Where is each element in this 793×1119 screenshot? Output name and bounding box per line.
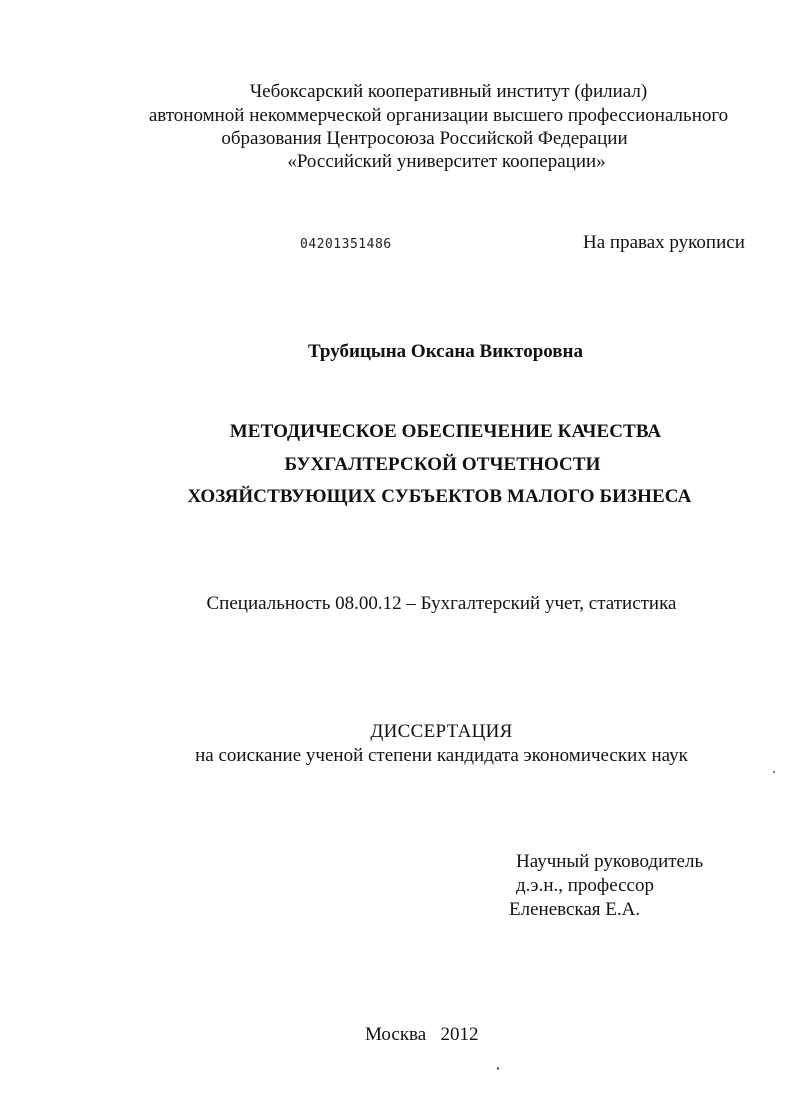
dissertation-label: ДИССЕРТАЦИЯ	[370, 721, 513, 742]
author-name: Трубицына Оксана Викторовна	[307, 341, 583, 362]
city-year: Москва 2012	[365, 1024, 479, 1045]
institution-line-4: «Российский университет кооперации»	[287, 151, 606, 172]
institution-line-2: автономной некоммерческой организации высшего профессионального	[148, 105, 729, 126]
title-line-2: БУХГАЛТЕРСКОЙ ОТЧЕТНОСТИ	[284, 454, 601, 475]
supervisor-role: Научный руководитель	[516, 851, 704, 872]
manuscript-note: На правах рукописи	[583, 232, 745, 253]
supervisor-degree: д.э.н., профессор	[516, 875, 654, 896]
supervisor-name: Еленевская Е.А.	[509, 899, 641, 920]
document-code: 04201351486	[300, 237, 392, 252]
dissertation-subtitle: на соискание ученой степени кандидата экономических наук	[195, 745, 688, 766]
institution-line-1: Чебоксарский кооперативный институт (филиал)	[249, 81, 648, 102]
title-line-1: МЕТОДИЧЕСКОЕ ОБЕСПЕЧЕНИЕ КАЧЕСТВА	[229, 421, 662, 442]
institution-line-3: образования Центросоюза Российской Федерации	[221, 128, 628, 149]
title-line-3: ХОЗЯЙСТВУЮЩИХ СУБЪЕКТОВ МАЛОГО БИЗНЕСА	[187, 486, 692, 507]
scan-speck	[497, 1067, 499, 1070]
specialty-line: Специальность 08.00.12 – Бухгалтерский учет, статистика	[206, 593, 677, 614]
scan-speck	[773, 771, 775, 773]
